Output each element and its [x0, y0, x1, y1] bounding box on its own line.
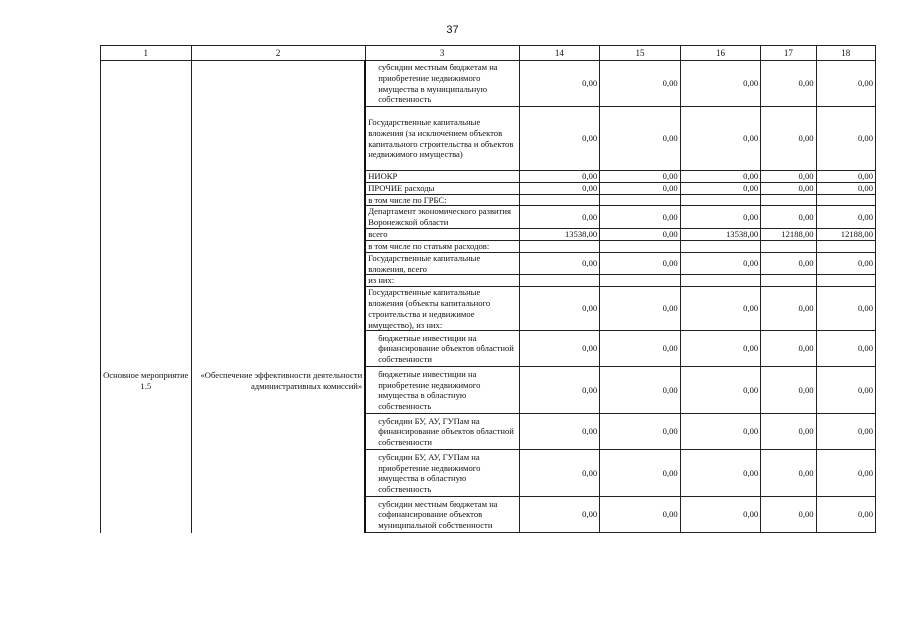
expense-item-label: Государственные капитальные вложения, всего — [365, 252, 519, 275]
value-cell-18 — [816, 275, 875, 287]
header-row — [101, 46, 876, 61]
expense-item-label: субсидии местным бюджетам на софинансирование объектов муниципальной собственности — [365, 497, 519, 533]
value-cell-16: 0,00 — [680, 287, 761, 331]
activity-name-cell: «Обеспечение эффективности деятельности административных комиссий» — [191, 228, 365, 532]
header-col-15: 15 — [600, 46, 681, 61]
value-cell-17: 12188,00 — [761, 228, 816, 240]
value-cell-15: 0,00 — [600, 182, 681, 194]
expense-item-label: бюджетные инвестиции на приобретение недвижимого имущества в областную собственность — [365, 367, 519, 414]
value-cell-15 — [600, 194, 681, 206]
value-cell-17: 0,00 — [761, 331, 816, 367]
expense-item-label: Государственные капитальные вложения (за исключением объектов капитального строительства и объектов недвижимого имущества) — [365, 107, 519, 171]
value-cell-15: 0,00 — [600, 171, 681, 183]
header-col-3: 3 — [365, 46, 519, 61]
expense-item-label: всего — [365, 228, 519, 240]
value-cell-14: 0,00 — [519, 367, 600, 414]
header-col-17: 17 — [761, 46, 816, 61]
value-cell-15: 0,00 — [600, 228, 681, 240]
value-cell-17 — [761, 194, 816, 206]
table-row — [101, 61, 876, 107]
value-cell-18: 0,00 — [816, 367, 875, 414]
value-cell-17: 0,00 — [761, 367, 816, 414]
value-cell-14 — [519, 275, 600, 287]
value-cell-16: 0,00 — [680, 107, 761, 171]
value-cell-18: 0,00 — [816, 61, 875, 107]
value-cell-17: 0,00 — [761, 182, 816, 194]
header-col-16: 16 — [680, 46, 761, 61]
header-col-14: 14 — [519, 46, 600, 61]
value-cell-18 — [816, 194, 875, 206]
value-cell-15: 0,00 — [600, 414, 681, 450]
value-cell-14: 0,00 — [519, 61, 600, 107]
value-cell-18: 0,00 — [816, 182, 875, 194]
expense-item-label: Государственные капитальные вложения (объекты капитального строительства и недвижимое имущество), из них: — [365, 287, 519, 331]
expense-item-label: ПРОЧИЕ расходы — [365, 182, 519, 194]
value-cell-17: 0,00 — [761, 206, 816, 229]
value-cell-15: 0,00 — [600, 287, 681, 331]
expense-item-label: субсидии БУ, АУ, ГУПам на финансирование объектов областной собственности — [365, 414, 519, 450]
value-cell-15: 0,00 — [600, 252, 681, 275]
value-cell-14: 0,00 — [519, 450, 600, 497]
value-cell-16: 0,00 — [680, 171, 761, 183]
value-cell-18: 0,00 — [816, 206, 875, 229]
activity-name-cell — [191, 61, 365, 229]
value-cell-15: 0,00 — [600, 497, 681, 533]
expense-item-label: НИОКР — [365, 171, 519, 183]
expense-item-label: из них: — [365, 275, 519, 287]
expense-item-label: в том числе по статьям расходов: — [365, 240, 519, 252]
value-cell-15: 0,00 — [600, 107, 681, 171]
activity-code-cell — [101, 61, 192, 229]
value-cell-14: 0,00 — [519, 182, 600, 194]
value-cell-16 — [680, 240, 761, 252]
value-cell-14: 0,00 — [519, 414, 600, 450]
value-cell-17: 0,00 — [761, 107, 816, 171]
expense-item-label: субсидии БУ, АУ, ГУПам на приобретение недвижимого имущества в областную собственность — [365, 450, 519, 497]
value-cell-15: 0,00 — [600, 61, 681, 107]
value-cell-14: 0,00 — [519, 107, 600, 171]
expense-item-label: субсидии местным бюджетам на приобретение недвижимого имущества в муниципальную собственность — [365, 61, 519, 107]
value-cell-18: 0,00 — [816, 252, 875, 275]
value-cell-18: 0,00 — [816, 450, 875, 497]
value-cell-17 — [761, 240, 816, 252]
value-cell-18 — [816, 240, 875, 252]
value-cell-16: 0,00 — [680, 497, 761, 533]
value-cell-16: 13538,00 — [680, 228, 761, 240]
value-cell-16: 0,00 — [680, 367, 761, 414]
value-cell-18: 0,00 — [816, 497, 875, 533]
value-cell-15 — [600, 240, 681, 252]
page-number: 37 — [446, 24, 459, 36]
value-cell-14 — [519, 240, 600, 252]
value-cell-14: 0,00 — [519, 287, 600, 331]
expense-item-label: в том числе по ГРБС: — [365, 194, 519, 206]
value-cell-14: 0,00 — [519, 331, 600, 367]
value-cell-17: 0,00 — [761, 252, 816, 275]
value-cell-16: 0,00 — [680, 450, 761, 497]
expense-item-label: Департамент экономического развития Воронежской области — [365, 206, 519, 229]
value-cell-17: 0,00 — [761, 497, 816, 533]
value-cell-14: 0,00 — [519, 497, 600, 533]
value-cell-15: 0,00 — [600, 331, 681, 367]
value-cell-14 — [519, 194, 600, 206]
budget-table — [100, 45, 876, 533]
value-cell-18: 0,00 — [816, 171, 875, 183]
activity-code-cell: Основное мероприятие 1.5 — [101, 228, 192, 532]
value-cell-16: 0,00 — [680, 331, 761, 367]
header-col-1: 1 — [101, 46, 192, 61]
value-cell-16: 0,00 — [680, 252, 761, 275]
header-col-18: 18 — [816, 46, 875, 61]
value-cell-14: 13538,00 — [519, 228, 600, 240]
header-col-2: 2 — [191, 46, 365, 61]
value-cell-16: 0,00 — [680, 414, 761, 450]
value-cell-16: 0,00 — [680, 182, 761, 194]
value-cell-17 — [761, 275, 816, 287]
value-cell-18: 0,00 — [816, 414, 875, 450]
value-cell-16: 0,00 — [680, 206, 761, 229]
expense-item-label: бюджетные инвестиции на финансирование объектов областной собственности — [365, 331, 519, 367]
value-cell-17: 0,00 — [761, 287, 816, 331]
table-row — [101, 228, 876, 240]
value-cell-17: 0,00 — [761, 450, 816, 497]
value-cell-15 — [600, 275, 681, 287]
value-cell-18: 0,00 — [816, 287, 875, 331]
value-cell-18: 12188,00 — [816, 228, 875, 240]
value-cell-15: 0,00 — [600, 206, 681, 229]
value-cell-14: 0,00 — [519, 171, 600, 183]
value-cell-17: 0,00 — [761, 171, 816, 183]
value-cell-14: 0,00 — [519, 252, 600, 275]
value-cell-18: 0,00 — [816, 107, 875, 171]
value-cell-15: 0,00 — [600, 450, 681, 497]
value-cell-15: 0,00 — [600, 367, 681, 414]
value-cell-18: 0,00 — [816, 331, 875, 367]
value-cell-16 — [680, 194, 761, 206]
value-cell-14: 0,00 — [519, 206, 600, 229]
value-cell-17: 0,00 — [761, 61, 816, 107]
value-cell-16 — [680, 275, 761, 287]
value-cell-17: 0,00 — [761, 414, 816, 450]
value-cell-16: 0,00 — [680, 61, 761, 107]
